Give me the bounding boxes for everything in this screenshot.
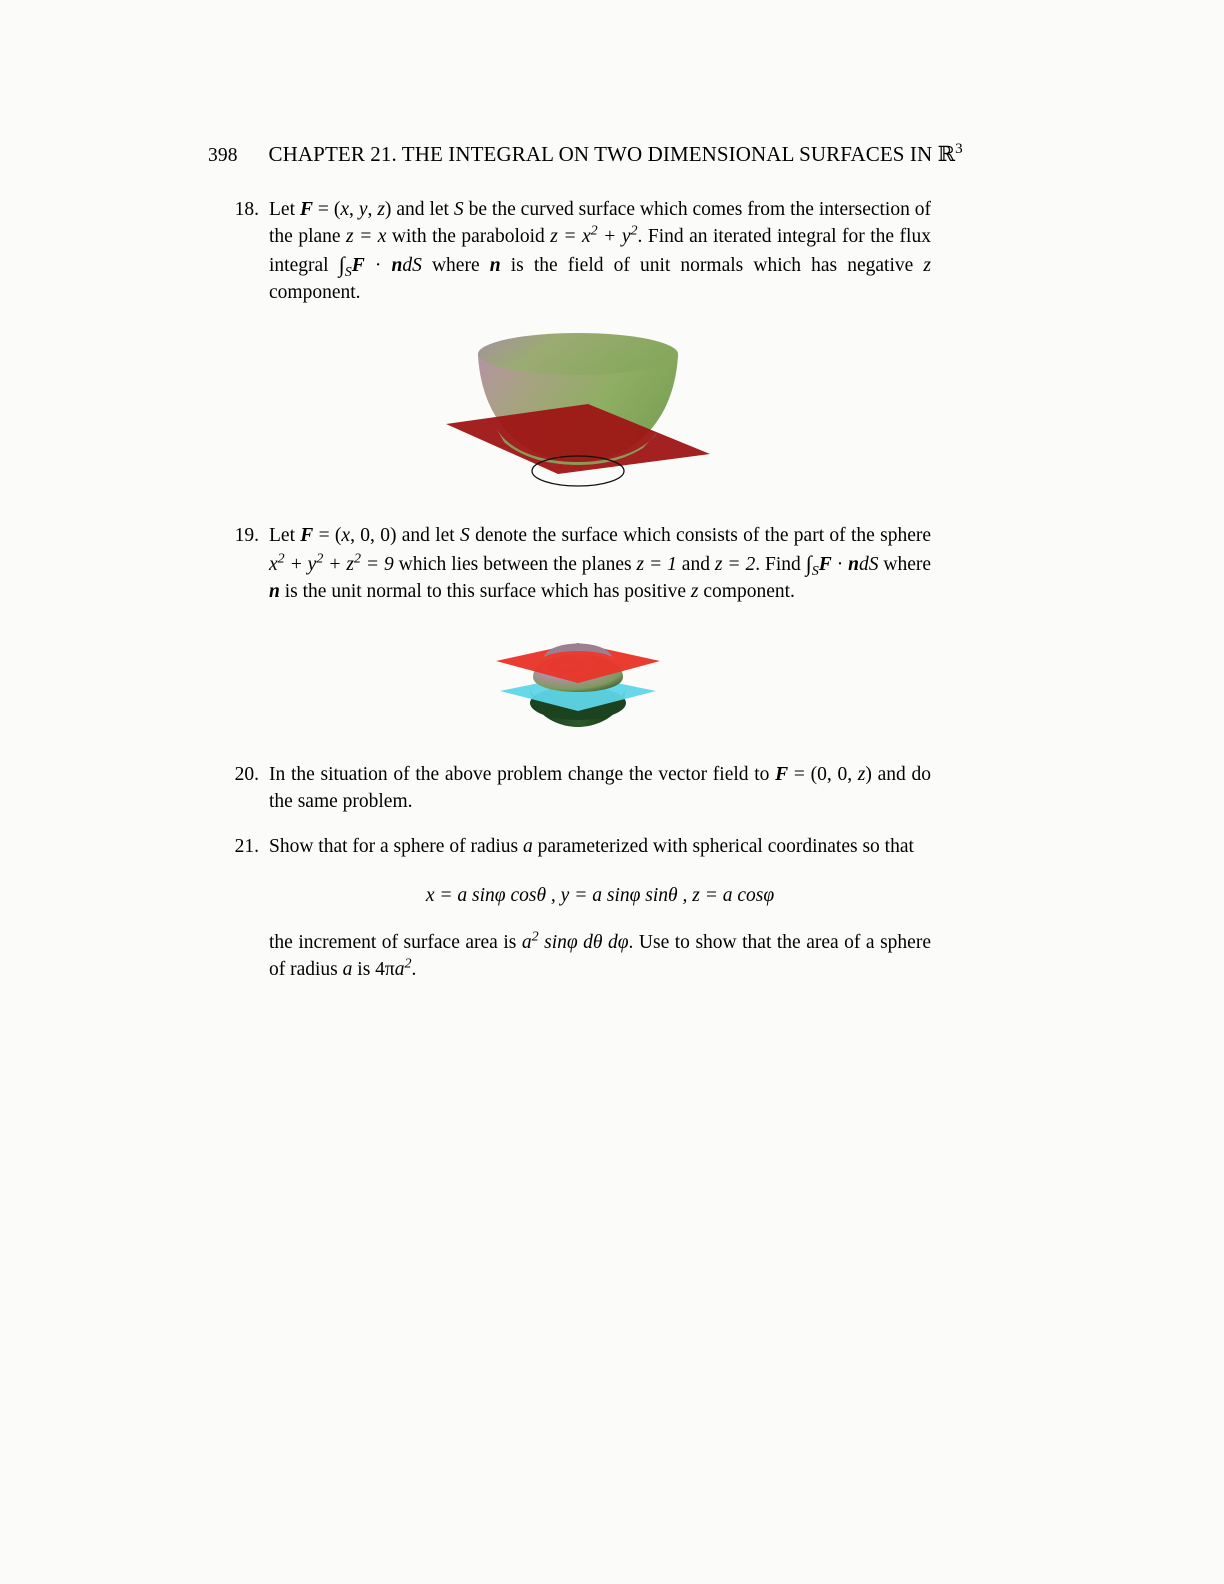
problem-19 (225, 522, 931, 605)
problem-21-text (269, 833, 931, 983)
figure-paraboloid-plane (225, 332, 931, 492)
problem-21-outro: the increment of surface area is $a^2$ sinφ dθ dφ. Use to show that the area of a sphere of radius a is $4\pi a^2$. (269, 928, 931, 980)
sphere-planes-figure-svg (478, 625, 678, 735)
integral-sign: ∫ (338, 252, 345, 277)
problem-19-number: 19. (234, 525, 259, 546)
page-number: 398 (208, 145, 238, 166)
problem-18-number: 18. (234, 199, 259, 220)
problem-18 (225, 196, 931, 306)
problem-21-intro: Show that for a sphere of radius a parameterized with spherical coordinates so that (269, 836, 914, 857)
paraboloid-rim (478, 333, 678, 375)
problem-18-text: Let F = (x, y, z) and let S be the curved surface which comes from the intersection of the plane z = x with the paraboloid $z = x^2 + y^2$. Find an iterated integral for the flux integral $\int_SF$ · ndS where n is the field of unit normals which has negative z component. (269, 199, 932, 303)
problem-21 (225, 833, 931, 983)
chapter-title: CHAPTER 21. THE INTEGRAL ON TWO DIMENSIONAL SURFACES IN ℝ$^3$ (268, 141, 963, 166)
integral-sign: ∫ (805, 551, 812, 576)
problem-21-number: 21. (234, 836, 259, 857)
problem-20-text: In the situation of the above problem change the vector field to F = (0, 0, z) and do the same problem. (269, 764, 931, 812)
problem-21-equation: x = a sinφ cosθ , y = a sinφ sinθ , z = a cosφ (425, 885, 775, 906)
document-body (225, 196, 931, 987)
figure-sphere-between-planes (225, 625, 931, 735)
problem-20 (225, 761, 931, 815)
problem-20-number: 20. (234, 764, 259, 785)
problem-19-text: Let F = (x, 0, 0) and let S denote the surface which consists of the part of the sphere $x^2 + y^2 + z^2 = 9$ which lies between the planes z = 1 and z = 2. Find $\int_SF$ · ndS where n is the unit normal to this surface which has positive z component. (269, 525, 932, 602)
page-header (208, 142, 1016, 167)
paraboloid-plane-figure-svg (438, 332, 718, 492)
